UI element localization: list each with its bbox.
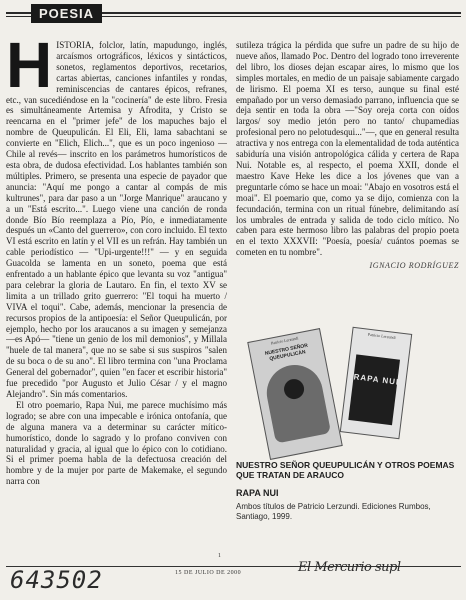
book2-illustration (348, 354, 400, 425)
article-author: IGNACIO RODRÍGUEZ (369, 261, 459, 271)
book2-title: RAPA NUI (353, 372, 400, 387)
publication-date: 15 DE JULIO DE 2000 (175, 570, 242, 576)
review-title: NUESTRO SEÑOR QUEUPULICÁN Y OTROS POEMAS QUE TRATAN DE ARAUCO (236, 460, 455, 480)
article-paragraph-2: El otro poemario, Rapa Nui, me parece muchísimo más logrado; se abre con una impecable e irónica ontofanía, que de alguna manera va a determinar su carácter mítico-humorístico, donde lo sagrado y lo profano conviven con naturalidad y gracia, al igual que lo épico con lo cotidiano. Si el primer poema habla de la defectuosa creación del hombre y de la mujer por parte de Makemake, el segundo narra con (6, 399, 227, 487)
book1-author: Patricio Lerzundi (270, 335, 299, 346)
section-label: POESIA (38, 6, 95, 21)
section-badge (31, 4, 102, 23)
handwritten-source: El Mercurio supl (298, 560, 401, 575)
article-left-column (6, 40, 227, 565)
book2-author: Patricio Lerzundi (367, 331, 396, 341)
book1-illustration (262, 360, 331, 443)
book-cover-queupulican (247, 328, 343, 460)
article-paragraph-3: sutileza trágica la pérdida que sufre un padre de su hijo de nueve años, llamado Poc. Dentro del logrado tono irreverente del libro, los dioses dejan escapar aires, lo mismo que los simples mortales, en medio de un paisaje sabiamente cargado de lirismo. El poema XI es terso, aunque su final esté empañado por un verso demasiado parrano, influencia que se deja sentir en toda la obra —"Soy oreja corta con oídos largos/ soy medio jetón pero no tanto/ chupamedias profesional pero no pelotudesqui..."—, que en general resulta atractiva y nos entrega con la elementalidad de toda auténtica sabiduría una visión antropológica cálida y certera de Rapa Nui. Notable es, al respecto, el poema XXII, donde el maestro Kave Heke les dice a los jóvenes que van a preguntarle cómo se hace un moai: "Abajo en vosotros está el moai". El poemario que, como ya se dijo, comienza con la fecundación, termina con un ritual fúnebre, delimitando así los umbrales de entrada y salida de todo ciclo mítico. No caben para este hermoso libro las palabras del propio poeta en el texto XXXVII: "Poesía, poesía/ cuántos poemas se cometen en tu nombre". (236, 40, 459, 258)
review-subtitle: RAPA NUI (236, 488, 279, 498)
article-paragraph-1: ISTORIA, folclor, latín, mapudungo, inglés, arcaísmos ortográficos, léxicos y sintácticos, sonetos, reglamentos deportivos, recetarios, cartas abiertas, canciones infantiles y rondas, reminiscencias de cantares épicos, refranes, etc., van sucediéndose en la "cocinería" de este libro. Fresia es simultáneamente Artemisa y Afrodita, y Cristo se reencarna en el "primer jefe" de los mapuches bajo el nombre de Queupulicán. El Eli, Eli, lama sabachtani se convierte en "Elich, Elich...", que es un poco ingenioso —Chile al revés— inscrito en los parámetros humorísticos de esta obra, de dudosa efectividad. Los hablantes también son múltiples. Primero, se presenta una especie de payador que anuncia: "Aquí me pongo a cantar al compás de mis kultrunes", para dar paso a un "Jorge Manrique" araucano y a un "Está escrito...". Luego viene una canción de ronda donde Bío Bío reemplaza a Pío, Pío, e inmediatamente después un «Canto del guerrero», con coro incluido. El texto VI está escrito en latín y el VII es un refrán. Hay también un cable periodístico — "Upi-urgente!!!" — y en seguida Guacolda se lamenta en un soneto, poema que está enfrentado a un hablante épico que levanta su voz "antigua" para celebrar la gloria de Lautaro. En fin, el texto XV se limita a un trillado grito guerrero: "El toqui ha muerto / VIVA el toqui". Cabe, además, mencionar la presencia de recursos propios de la antipoesía: el Señor Queupulicán, por ejemplo, hecho por los araucanos a su imagen y semejanza —es Apó— "tiene un genio de los mil demonios", y Millala "huele de tal manera", que no se sabe si sus suspiros "salen de su boca o de su ano". El libro termina con "una Proclama General del gobernador", quien "en facer et escribir historia" fue precedido "por Augusto et Julio César / y el magno Alejandro". Sin más comentarios. (6, 40, 227, 399)
book1-title: NUESTRO SEÑOR QUEUPULICÁN (264, 342, 309, 363)
article-right-column (236, 40, 459, 310)
page-number: 1 (218, 553, 221, 559)
book-review-box (236, 460, 459, 522)
review-details: Ambos títulos de Patricio Lerzundi. Ediciones Rumbos, Santiago, 1999. (236, 502, 431, 521)
book-covers (258, 324, 428, 456)
book-cover-rapa-nui (340, 327, 412, 440)
section-header (6, 4, 461, 24)
handwritten-clip-id: 643502 (10, 566, 103, 594)
dropcap: H (6, 40, 53, 101)
